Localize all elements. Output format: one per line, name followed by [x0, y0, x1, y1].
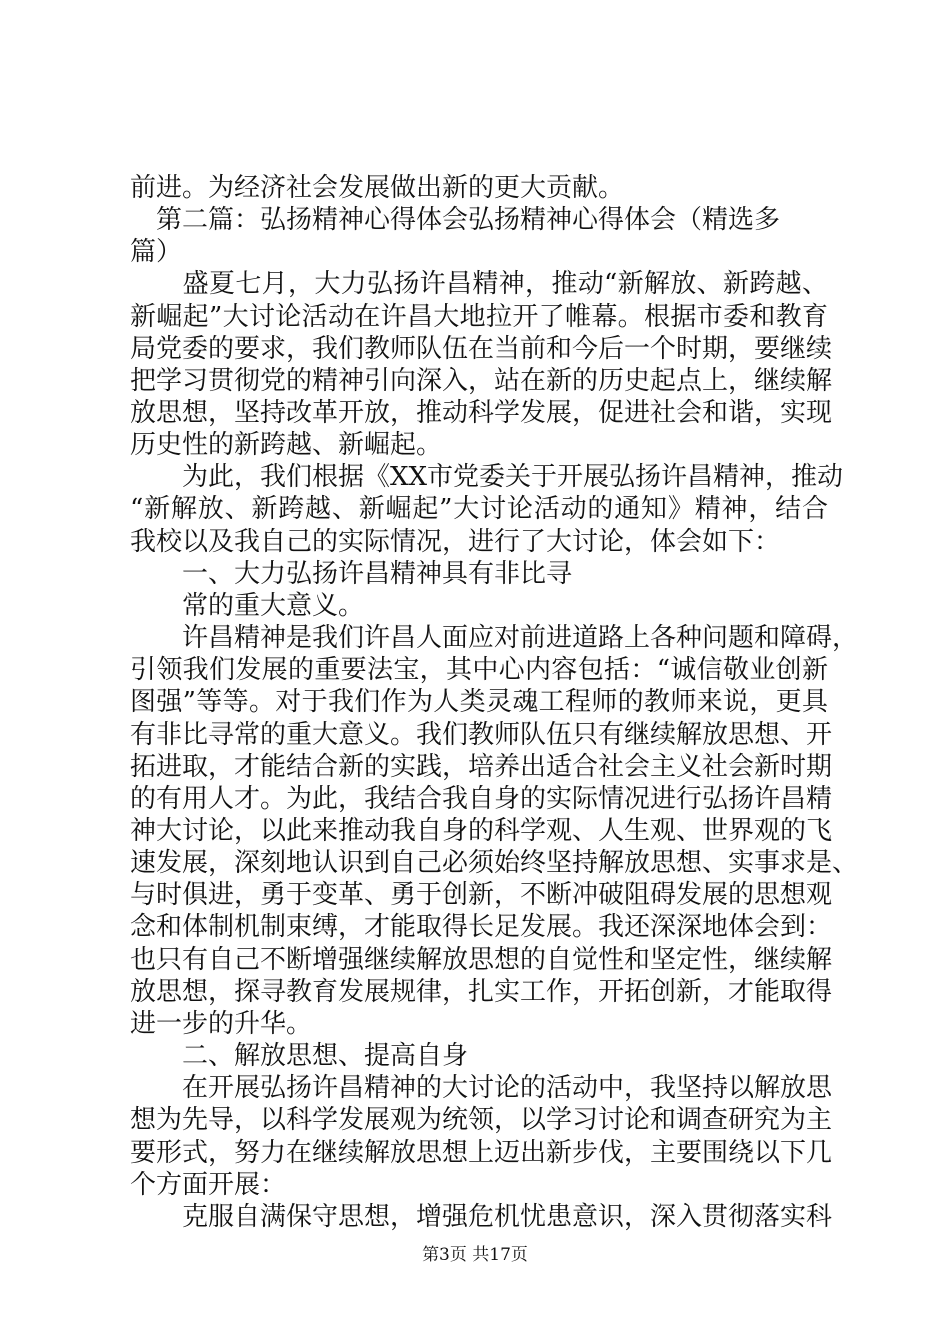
text-line: 个方面开展：	[130, 1170, 287, 1200]
text-line: 也只有自己不断增强继续解放思想的自觉性和坚定性，继续解	[130, 945, 833, 975]
text-line: 历史性的新跨越、新崛起。	[130, 430, 443, 460]
text-line: 的有用人才。为此，我结合我自身的实际情况进行弘扬许昌精	[130, 784, 833, 814]
text-line: 我校以及我自己的实际情况，进行了大讨论，体会如下：	[130, 527, 781, 557]
text-line: 神大讨论，以此来推动我自身的科学观、人生观、世界观的飞	[130, 816, 833, 846]
text-line: 念和体制机制束缚，才能取得长足发展。我还深深地体会到：	[130, 912, 833, 942]
text-line: 盛夏七月，大力弘扬许昌精神，推动“新解放、新跨越、	[130, 269, 828, 299]
text-line: 要形式，努力在继续解放思想上迈出新步伐，主要围绕以下几	[130, 1138, 833, 1168]
text-line: 为此，我们根据《XX市党委关于开展弘扬许昌精神，推动	[130, 462, 844, 492]
text-line: 图强”等等。对于我们作为人类灵魂工程师的教师来说，更具	[130, 687, 828, 717]
text-line: 想为先导，以科学发展观为统领，以学习讨论和调查研究为主	[130, 1105, 833, 1135]
text-line: 有非比寻常的重大意义。我们教师队伍只有继续解放思想、开	[130, 720, 833, 750]
text-line: 把学习贯彻党的精神引向深入，站在新的历史起点上，继续解	[130, 366, 833, 396]
page-footer: 第3页 共17页	[422, 1245, 528, 1265]
text-line: 放思想，坚持改革开放，推动科学发展，促进社会和谐，实现	[130, 398, 833, 428]
text-line: 进一步的升华。	[130, 1009, 313, 1039]
section-heading-line: 篇）	[130, 237, 183, 267]
text-line: “新解放、新跨越、新崛起”大讨论活动的通知》精神，结合	[130, 494, 828, 524]
text-line: 局党委的要求，我们教师队伍在当前和今后一个时期，要继续	[130, 334, 833, 364]
text-line: 新崛起”大讨论活动在许昌大地拉开了帷幕。根据市委和教育	[130, 302, 828, 332]
text-line: 前进。为经济社会发展做出新的更大贡献。	[130, 173, 625, 203]
text-line: 引领我们发展的重要法宝，其中心内容包括：“诚信敬业创新	[130, 655, 828, 685]
section-heading-line: 二、解放思想、提高自身	[130, 1041, 469, 1071]
text-line: 速发展，深刻地认识到自己必须始终坚持解放思想、实事求是、	[130, 848, 859, 878]
text-line: 克服自满保守思想，增强危机忧患意识，深入贯彻落实科	[130, 1202, 833, 1232]
section-heading-line: 第二篇：弘扬精神心得体会弘扬精神心得体会（精选多	[130, 205, 781, 235]
text-line: 与时俱进，勇于变革、勇于创新，不断冲破阻碍发展的思想观	[130, 880, 833, 910]
text-line: 拓进取，才能结合新的实践，培养出适合社会主义社会新时期	[130, 752, 833, 782]
section-heading-line: 一、大力弘扬许昌精神具有非比寻	[130, 559, 573, 589]
text-line: 在开展弘扬许昌精神的大讨论的活动中，我坚持以解放思	[130, 1073, 833, 1103]
text-line: 放思想，探寻教育发展规律，扎实工作，开拓创新，才能取得	[130, 977, 833, 1007]
section-heading-line: 常的重大意义。	[130, 591, 365, 621]
text-line: 许昌精神是我们许昌人面应对前进道路上各种问题和障碍，	[130, 623, 859, 653]
